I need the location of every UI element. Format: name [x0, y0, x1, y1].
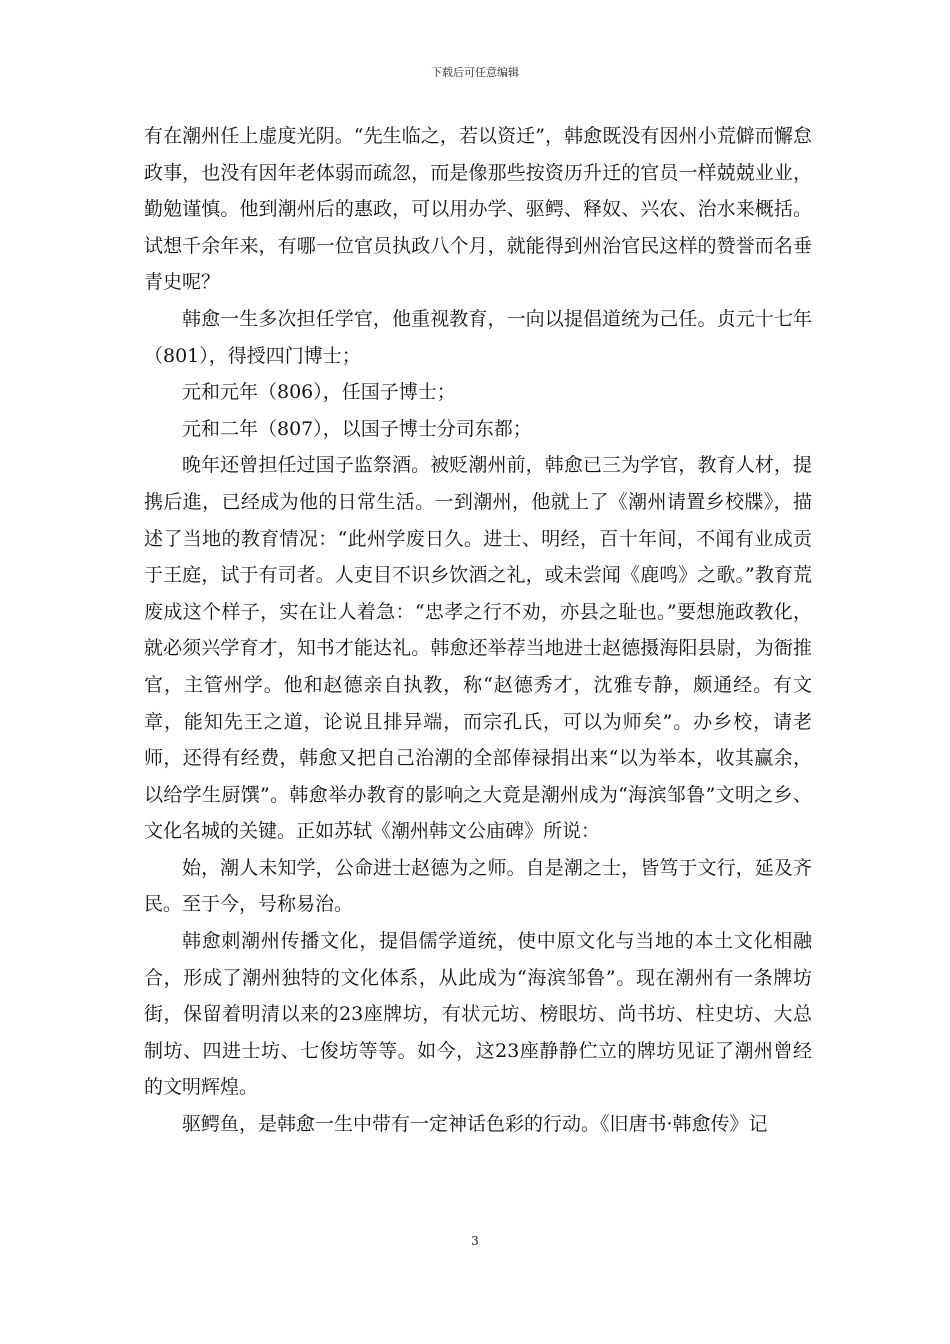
document-body — [144, 118, 812, 1143]
quotation-paragraph: 始，潮人未知学，公命进士赵德为之师。自是潮之士，皆笃于文行，延及齐民。至于今，号称易治。 — [144, 856, 812, 916]
paragraph: 韩愈一生多次担任学官，他重视教育，一向以提倡道统为己任。贞元十七年（801），得授四门博士； — [144, 307, 812, 367]
page-header: 下载后可任意编辑 — [431, 66, 519, 79]
paragraph: 元和元年（806），任国子博士； — [182, 381, 456, 404]
paragraph-continued: 有在潮州任上虚度光阴。“先生临之，若以资迁”，韩愈既没有因州小荒僻而懈怠政事，也没有因年老体弱而疏忽，而是像那些按资历升迁的官员一样兢兢业业，勤勉谨慎。他到潮州后的惠政，可以用办学、驱鳄、释奴、兴农、治水来概括。试想千余年来，有哪一位官员执政八个月，就能得到州治官民这样的赞誉而名垂青史呢？ — [144, 125, 812, 294]
page-number: 3 — [471, 1234, 479, 1248]
paragraph: 元和二年（807），以国子博士分司东都； — [182, 417, 532, 440]
paragraph: 驱鳄鱼，是韩愈一生中带有一定神话色彩的行动。《旧唐书·韩愈传》记 — [182, 1113, 768, 1136]
paragraph: 韩愈刺潮州传播文化，提倡儒学道统，使中原文化与当地的本土文化相融合，形成了潮州独特的文化体系，从此成为“海滨邹鲁”。现在潮州有一条牌坊街，保留着明清以来的23座牌坊，有状元坊、榜眼坊、尚书坊、柱史坊、大总制坊、四进士坊、七俊坊等等。如今，这23座静静伫立的牌坊见证了潮州曾经的文明辉煌。 — [144, 930, 812, 1099]
paragraph: 晚年还曾担任过国子监祭酒。被贬潮州前，韩愈已三为学官，教育人材，提携后進，已经成为他的日常生活。一到潮州，他就上了《潮州请置乡校牒》，描述了当地的教育情况：“此州学废日久。进士、明经，百十年间，不闻有业成贡于王庭，试于有司者。人吏目不识乡饮酒之礼，或未尝闻《鹿鸣》之歌。”教育荒废成这个样子，实在让人着急：“忠孝之行不劝，亦县之耻也。”要想施政教化，就必须兴学育才，知书才能达礼。韩愈还举荐当地进士赵德摄海阳县尉，为衙推官，主管州学。他和赵德亲自执教，称“赵德秀才，沈雅专静，颇通经。有文章，能知先王之道，论说且排异端，而宗孔氏，可以为师矣”。办乡校，请老师，还得有经费，韩愈又把自己治潮的全部俸禄捐出来“以为举本，收其赢余，以给学生厨馔”。韩愈举办教育的影响之大竟是潮州成为“海滨邹鲁”文明之乡、文化名城的关键。正如苏轼《潮州韩文公庙碑》所说： — [144, 454, 812, 843]
